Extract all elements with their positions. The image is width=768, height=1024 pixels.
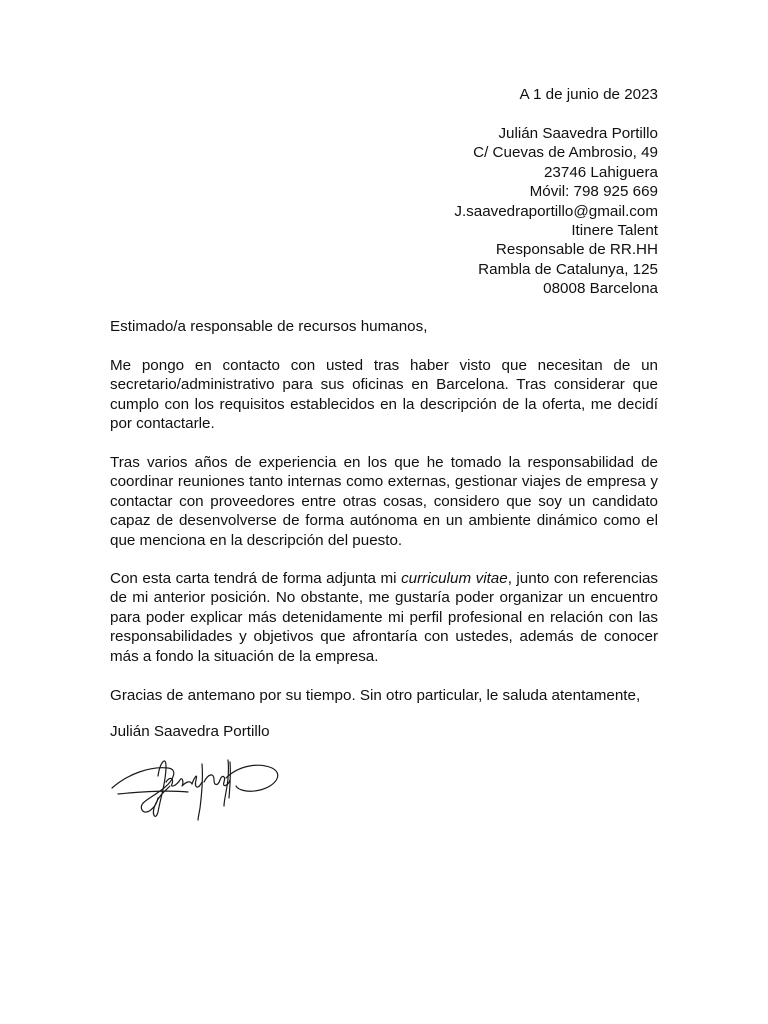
closing-line: Gracias de antemano por su tiempo. Sin otro particular, le saluda atentamente, <box>110 687 641 704</box>
recipient-company: Itinere Talent <box>571 222 658 240</box>
recipient-city: 08008 Barcelona <box>543 280 658 298</box>
sender-phone: Móvil: 798 925 669 <box>529 183 658 201</box>
sender-email: J.saavedraportillo@gmail.com <box>454 202 658 220</box>
paragraph-3-italic-term: curriculum vitae <box>401 570 508 587</box>
sender-street: C/ Cuevas de Ambrosio, 49 <box>473 144 658 162</box>
recipient-role: Responsable de RR.HH <box>495 241 658 259</box>
signer-name: Julián Saavedra Portillo <box>110 723 270 740</box>
sender-city: 23746 Lahiguera <box>543 163 658 181</box>
handwritten-signature <box>108 752 298 822</box>
sender-name: Julián Saavedra Portillo <box>498 125 658 142</box>
address-block <box>454 124 658 299</box>
paragraph-3-text-end: , junto con referencias de mi anterior posición. No obstante, me gustaría poder organizar un encuentro para poder explicar más detenidamente mi perfil profesional en relación con las responsabilidades y objetivos que afrontaría con ustedes, además de conocer más a fondo la situación de la empresa. <box>110 570 659 665</box>
letter-date: A 1 de junio de 2023 <box>519 86 658 103</box>
paragraph-2: Tras varios años de experiencia en los que he tomado la responsabilidad de coordinar reuniones tanto internas como externas, gestionar viajes de empresa y contactar con proveedores entre otras cosas, considero que soy un candidato capaz de desenvolverse de forma autónoma en un ambiente dinámico como el que menciona en la descripción del puesto. <box>110 454 658 549</box>
paragraph-3 <box>110 569 658 666</box>
paragraph-3-text-start: Con esta carta tendrá de forma adjunta mi <box>110 570 402 587</box>
recipient-street: Rambla de Catalunya, 125 <box>478 260 658 278</box>
paragraph-1: Me pongo en contacto con usted tras haber visto que necesitan de un secretario/administrativo para sus oficinas en Barcelona. Tras considerar que cumplo con los requisitos establecidos en la descripción de la oferta, me decidí por contactarle. <box>110 357 658 433</box>
salutation: Estimado/a responsable de recursos humanos, <box>110 318 428 335</box>
